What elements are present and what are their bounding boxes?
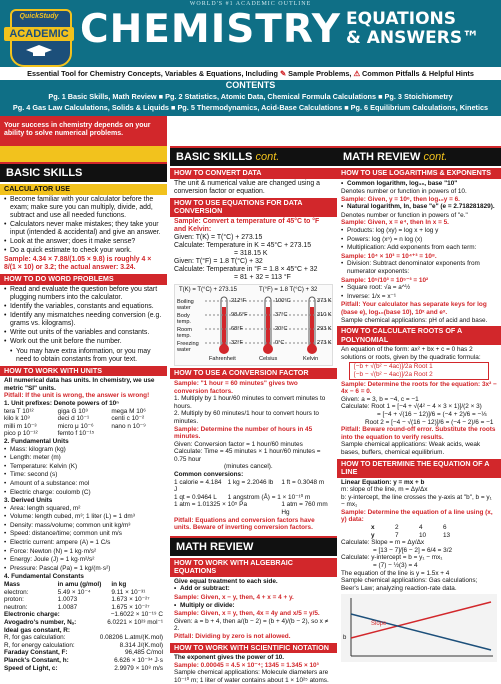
constant-value: 6.626 × 10⁻³⁴ J·s [114, 656, 163, 664]
thermometer-tubes [205, 297, 333, 355]
prefix-cell: nano n 10⁻⁹ [111, 422, 146, 430]
table-row [4, 589, 163, 597]
section-title-math-review-cont [337, 146, 501, 166]
thermo-axis-label: Fahrenheit [209, 356, 236, 363]
table-cell: electron: [4, 588, 29, 596]
sample-text: Sample: Given, x = y, then, 4x = 4y and x/5 = y/5. [174, 610, 320, 618]
thermo-equation-2: T(°F) = 1.8 T(°C) + 32 [259, 287, 318, 294]
list-item: • Multiply or divide: [174, 602, 333, 610]
page-subtitle [346, 10, 496, 48]
constant-label: R, for energy calculation: [4, 641, 75, 649]
units-text [0, 377, 167, 672]
scientific-notation-text [170, 654, 337, 684]
text-line: (minutes cancel). [224, 463, 273, 471]
list-item: • Look at the answer; does it make sense? [4, 238, 163, 246]
section-title-basic-skills-cont [170, 146, 337, 166]
list-item: • Division: Subtract denominator exponents from numerator exponents: [341, 260, 497, 275]
sample-text: Sample: 0.00045 = 4.5 × 10⁻⁴; 1345 = 1.345 × 10³ [174, 661, 319, 669]
sample-text: Sample: Given, x − y, then, 4 + x = 4 + y. [174, 594, 294, 601]
table-cell: 1.675 × 10⁻²⁷ [111, 603, 150, 611]
convert-data-text: The unit & numerical value are changed using a conversion factor or equation. [174, 179, 320, 195]
tagline [0, 67, 501, 80]
subsection-equation-of-line: HOW TO DETERMINE THE EQUATION OF A LINE [337, 459, 501, 478]
list-item: • Density: mass/volume; common unit kg/m³ [4, 522, 163, 530]
list-item: • Read and evaluate the question before you start plugging numbers into the calculator. [4, 286, 163, 302]
section-title-text: MATH REVIEW [343, 151, 421, 163]
conversion-cell: 1 angstrom (Å) = 1 × 10⁻¹⁰ m [227, 493, 311, 501]
polynomial-text [337, 346, 501, 456]
table-cell: 1.0087 [57, 603, 78, 611]
text-line: Calculate: Time = 45 minutes × 1 hour/60 minutes = 0.75 hour [174, 448, 321, 463]
thermometer-diagram [174, 284, 333, 366]
prefix-cell: tera T 10¹² [4, 407, 34, 415]
thermo-value: 20°C [275, 326, 288, 333]
pitfall-text: Pitfall: Beware round-off error. Substitute the roots into the equation to verify results. [341, 426, 496, 441]
constants-heading: 4. Fundamental Constants [4, 573, 84, 581]
column-1 [0, 116, 167, 672]
derived-units-heading: 3. Derived Units [4, 497, 53, 505]
fund-units-heading: 2. Fundamental Units [4, 437, 69, 445]
list-item: • Electric current: ampere (A) = 1 C/s [4, 539, 163, 547]
list-item: • Identify the variables, constants and equations. [4, 303, 163, 311]
conversion-cell: 1 kg = 2.2046 lb [227, 478, 274, 486]
text-line: Given: a = b + 4, then a/(b − 2) = (b + 4)/(b − 2), so x ≠ 2. [174, 617, 329, 633]
thermo-value: 68°F [231, 326, 243, 333]
table-cell: 5.49 × 10⁻⁴ [57, 588, 91, 596]
constant-value: 8.314 J/(K.mol) [119, 641, 163, 649]
common-conversions-heading: Common conversions: [174, 471, 244, 479]
text-line: = 81 + 32 = 113 °F [234, 274, 291, 282]
prefix-cell: micro μ 10⁻⁶ [57, 422, 94, 430]
text-line: Given: T(K) = T(°C) + 273.15 [174, 233, 263, 241]
sci-heading: The exponent gives the power of 10. [174, 654, 285, 662]
list-item: • Natural logarithm, ln, base "e" (e = 2.718281829). [341, 203, 497, 211]
prefix-cell: giga G 10⁹ [57, 407, 89, 415]
text-line: Calculate: Temperature in °F = 1.8 × 45°C + 32 [174, 266, 318, 274]
subsection-calculator-use: CALCULATOR USE [0, 184, 167, 195]
text-line: b: y-intercept, the line crosses the y-axis at "b", b = y₁ − mx₁ [341, 493, 492, 509]
subsection-word-problems: HOW TO DO WORD PROBLEMS [0, 274, 167, 285]
table-cell: y [371, 531, 375, 539]
text-line: = [−4 + √(16 − 12)]/6 = (−4 + 2)/6 = −⅓ [377, 410, 487, 418]
section-title-text: BASIC SKILLS [176, 151, 253, 163]
text-line: Sample chemical applications: Gas calculations; Beer's Law; analyzing reaction-rate data. [341, 577, 478, 592]
thermo-value: 98.6°F [231, 312, 248, 319]
tagline-part-1: Essential Tool for Chemistry Concepts, Variables & Equations, Including [27, 69, 278, 78]
sample-text: Sample: Convert a temperature of 45°C to °F and Kelvin: [174, 217, 320, 233]
equations-conversion-text [170, 218, 337, 283]
list-item: • Volume: length cubed, m³; 1 liter (L) = 1 dm³ [4, 513, 163, 521]
algebraic-heading: Give equal treatment to each side. [174, 577, 278, 585]
prefix-cell: mega M 10⁶ [111, 407, 146, 415]
prefix-cell: kilo k 10³ [4, 415, 30, 423]
thermo-label-boiling: Boiling water [177, 299, 194, 312]
text-line: An equation of the form: ax² + bx + c = 0 has 2 solutions or roots, given by the quadratic formula: [341, 346, 481, 361]
subsection-algebraic: HOW TO WORK WITH ALGEBRAIC EQUATIONS [170, 558, 337, 577]
text-line: Given: Conversion factor = 1 hour/60 minutes [174, 440, 303, 448]
table-cell: 1.0073 [57, 596, 78, 604]
thermo-value: 100°C [275, 298, 291, 305]
list-item: • Energy: Joule (J) = 1 kg·m²/s² [4, 556, 163, 564]
constant-value: 0.08206 L.atm/(K.mol) [99, 634, 163, 642]
table-cell: 7 [395, 531, 399, 539]
equation-of-line-text [337, 479, 501, 593]
constant-row [4, 642, 163, 650]
warning-icon: ⚠ [353, 69, 360, 78]
tagline-part-3: Common Pitfalls & Helpful Hints [362, 69, 474, 78]
word-problems-text [0, 286, 167, 364]
graduation-cap-icon [26, 45, 52, 57]
list-item: • Time: second (s) [4, 471, 163, 479]
thermo-label-room: Room temp. [177, 327, 192, 340]
list-item: • Square root: √a = a^½ [341, 284, 497, 292]
sample-text: Sample: Given, x = e⁴, then ln x = 5. [341, 219, 449, 227]
pitfall-text: Pitfall: Equations and conversion factors have units. Beware of inverting conversion factors. [174, 516, 315, 532]
prefix-heading: 1. Unit prefixes: Denote powers of 10ⁿ [4, 399, 119, 407]
constants-header-row [4, 581, 163, 589]
table-cell: 1.673 × 10⁻²⁷ [111, 596, 150, 604]
quadratic-formula-box [349, 362, 489, 379]
graph-intercept-label: b [343, 635, 347, 642]
list-item: • Calculators never make mistakes; they take your input (intended & accidental) and give an answer. [4, 221, 163, 237]
logo-academic-text: ACADEMIC [4, 27, 74, 41]
list-item: • Speed: distance/time; common unit m/s [4, 530, 163, 538]
text-line: = (7) − ½(3) = 4 [373, 562, 418, 570]
logarithms-text [337, 180, 501, 325]
sample-text: Sample: Given, y = 10⁶, then log₁₀y = 6. [341, 195, 460, 203]
column-2 [170, 116, 337, 684]
constant-row [4, 619, 163, 627]
constant-row [4, 634, 163, 642]
prefix-cell: milli m 10⁻³ [4, 422, 37, 430]
thermo-value: 293 K [317, 326, 332, 333]
text-line: = 318.15 K [234, 250, 268, 258]
constant-label: R, for gas calculation: [4, 634, 66, 642]
list-item: • Add or subtract: [174, 585, 333, 593]
list-item: • Electric charge: coulomb (C) [4, 489, 163, 497]
conversion-cell: 1 calorie = 4.184 J [174, 478, 222, 494]
list-item: • Inverse: 1/x = x⁻¹ [341, 293, 497, 301]
list-item: • Powers: log (xⁿ) = n log (x) [341, 236, 497, 244]
subsection-convert-data: HOW TO CONVERT DATA [170, 168, 337, 179]
constant-label: Ideal gas constant, R: [4, 626, 71, 634]
pitfall-text: Pitfall: If the unit is wrong, the answer is wrong! [4, 392, 150, 400]
thermo-value: 32°F [231, 340, 243, 347]
list-item: • Area: length squared, m² [4, 505, 163, 513]
algebraic-text [170, 578, 337, 641]
table-cell: 6 [443, 524, 447, 532]
units-heading: All numerical data has units. In chemistry, we use metric "SI" units. [4, 377, 155, 392]
sample-text: Sample: Determine the equation of a line using (x, y) data: [341, 508, 493, 524]
list-item: • Multiplication: Add exponents from each term: [341, 244, 497, 252]
section-title-math-review: MATH REVIEW [170, 536, 337, 556]
text-line: Linear Equation: y = mx + b [341, 478, 425, 486]
list-item: • Temperature: Kelvin (K) [4, 463, 163, 471]
line-graph [341, 594, 497, 662]
constant-label: Electronic charge: [4, 611, 60, 619]
list-item: • Write out units of the variables and constants. [4, 329, 163, 337]
table-row [4, 604, 163, 612]
quickstudy-logo [4, 3, 74, 69]
sample-text: Sample: 10⁵/10³ = 10⁵⁻³ = 10² [341, 276, 429, 284]
thermo-value: 310 K [317, 312, 332, 319]
list-item: • Mass: kilogram (kg) [4, 446, 163, 454]
constant-value: −1.6022 × 10⁻¹⁹ C [110, 611, 163, 619]
thermo-equation-1: T(K) = T(°C) + 273.15 [179, 287, 237, 294]
text-line: Calculate: Root 1 = [−4 + √(4² − 4 × 3 × 1)]/(2 × 3) [341, 403, 482, 411]
table-cell: neutron: [4, 603, 28, 611]
text-line: 1. Multiply by 1 hour/60 minutes to convert minutes to hours. [174, 395, 326, 410]
conversion-factor-text [170, 380, 337, 532]
table-cell: x [371, 524, 375, 532]
text-line: m: slope of the line, m = Δy/Δx [341, 486, 428, 494]
thermo-label-body: Body temp. [177, 313, 191, 326]
line-graph-diagram [341, 594, 497, 662]
calculator-use-text [0, 196, 167, 273]
thermo-value: 0°C [275, 340, 285, 347]
yellow-band [0, 146, 167, 162]
text-line: Calculate: Temperature in K = 45°C + 273.15 [174, 241, 312, 249]
constant-label: Planck's Constant, h: [4, 656, 69, 664]
subtitle-line-2: & ANSWERS™ [346, 28, 480, 48]
thermo-value: 37°C [275, 312, 288, 319]
sample-text: Sample: 4.34 × 7.88/(1.05 × 9.8) is roughly 4 × 8/(1 × 10) or 3.2; the actual answer: 3.24. [4, 256, 152, 272]
contents-title: CONTENTS [225, 80, 276, 90]
xy-table [371, 524, 497, 539]
constant-value: 2.9979 × 10⁸ m/s [114, 664, 163, 672]
list-item: • Common logarithm, log₁₀, base "10" [341, 180, 497, 188]
subsection-conversion-factor: HOW TO USE A CONVERSION FACTOR [170, 368, 337, 379]
table-header-cell: in amu (g/mol) [57, 581, 102, 589]
text-line: Given: T(°F) = 1.8 T(°C) + 32 [174, 258, 263, 266]
table-header-cell: Mass [4, 581, 20, 589]
text-line: Sample chemical applications: Molecule diameters are 10⁻¹⁰ m; 1 liter of water contains about 1 × 10²⁵ atoms. [174, 669, 329, 684]
common-conversions-grid [174, 479, 333, 517]
list-item: • Pressure: Pascal (Pa) = 1 kg/(m·s²) [4, 565, 163, 573]
table-cell: 13 [443, 531, 451, 539]
sample-text: Sample: "1 hour = 60 minutes" gives two conversion factors. [174, 379, 298, 395]
prefix-cell: femto f 10⁻¹⁵ [57, 430, 95, 438]
text-line: Sample chemical applications: Weak acids, weak bases, buffers, chemical equilibrium. [341, 441, 481, 456]
table-cell: 4 [419, 524, 423, 532]
thermo-value: 212°F [231, 298, 246, 305]
text-line: Calculate: Slope = m = Δy/Δx [341, 539, 425, 547]
text-line: 2. Multiply by 60 minutes/1 hour to convert hours to minutes. [174, 410, 319, 425]
list-item: • Become familiar with your calculator before the exam; make sure you can multiply, divide, add, subtract and use all needed functions. [4, 196, 163, 220]
list-item: • You may have extra information, or you may need to obtain constants from your text. [10, 348, 163, 364]
text-line: The equation of the line is y = 1.5x + 4 [341, 569, 450, 577]
subsection-polynomial-roots: HOW TO CALCULATE ROOTS OF A POLYNOMIAL [337, 326, 501, 345]
prefix-cell: centi c 10⁻² [111, 415, 145, 423]
constant-value: 96,485 C/mol [124, 649, 163, 657]
list-item: • Work out the unit before the number. [4, 338, 163, 346]
list-item: • Identify any mismatches needing conversion (e.g. grams vs. kilograms). [4, 312, 163, 328]
pitfall-text: Pitfall: Your calculator has separate keys for log (base e), log₁₀(base 10), 10ˣ and eˣ. [341, 301, 487, 316]
subtitle-line-1: EQUATIONS [346, 9, 457, 29]
root-2-formula: [−b − √(b² − 4ac)]/2a Root 2 [354, 370, 433, 378]
subsection-units: HOW TO WORK WITH UNITS [0, 366, 167, 377]
constant-label: Speed of Light, c: [4, 664, 58, 672]
text-line: Calculate: y-intercept = b = y₁ − mx₁ [341, 554, 443, 562]
contents-box [0, 80, 501, 116]
conversion-cell: 1 atm = 760 mm Hg [281, 501, 328, 517]
conversion-cell: 1 atm = 1.01325 × 10⁵ Pa [174, 501, 247, 509]
table-cell: 9.11 × 10⁻³¹ [111, 588, 146, 596]
table-row [4, 596, 163, 604]
thermo-label-freezing: Freezing water [177, 341, 199, 354]
list-item: • Products: log (xy) = log x + log y [341, 227, 497, 235]
table-cell: 2 [395, 524, 399, 532]
list-item: • Do a quick estimate to check your work. [4, 247, 163, 255]
contents-line-2: Pg. 4 Gas Law Calculations, Solids & Liquids ■ Pg. 5 Thermodynamics, Acid-Base Calculations ■ Pg. 6 Equilibrium Calculations, Kinetics [12, 103, 489, 112]
sample-text: Sample: Determine the number of hours in 45 minutes. [174, 425, 313, 441]
root-1-formula: [−b + √(b² − 4ac)]/2a Root 1 [354, 363, 433, 371]
constant-label: Faraday Constant, F: [4, 649, 68, 657]
text-line: = [13 − 7]/[6 − 2] = 6/4 = 3/2 [373, 546, 453, 554]
thermo-value: 373 K [317, 298, 332, 305]
prefix-cell: pico p 10⁻¹² [4, 430, 38, 438]
text-line: Denotes number or function in powers of "e." [341, 211, 468, 219]
logo-top-text: QuickStudy [19, 13, 59, 20]
table-cell: 10 [419, 531, 427, 539]
constant-row [4, 611, 163, 619]
prefix-cell: deci d 10⁻¹ [57, 415, 90, 423]
list-item: • Force: Newton (N) = 1 kg·m/s² [4, 548, 163, 556]
tagline-part-2: Sample Problems, [288, 69, 352, 78]
thermo-axis-label: Kelvin [303, 356, 319, 363]
top-banner-text: WORLD'S #1 ACADEMIC OUTLINE [189, 1, 312, 7]
page-title: CHEMISTRY [80, 7, 342, 52]
table-header-cell: in kg [111, 581, 127, 589]
subsection-logarithms: HOW TO USE LOGARITHMS & EXPONENTS [337, 168, 501, 179]
list-item: • Length: meter (m) [4, 454, 163, 462]
intro-box: Your success in chemistry depends on your ability to solve numerical problems. [0, 116, 167, 146]
sample-text: Sample: Determine the roots for the equation: 3x² − 4x − 6 = 0. [341, 380, 497, 396]
header [0, 0, 501, 67]
conversion-cell: 1 ft = 0.3048 m [281, 478, 325, 486]
subsection-equations-conversion: HOW TO USE EQUATIONS FOR DATA CONVERSION [170, 198, 337, 217]
thermo-axis-label: Celsius [259, 356, 278, 363]
table-cell: proton: [4, 596, 24, 604]
constant-label: Avogadro's number, Nₐ: [4, 619, 77, 626]
text-line: Root 2 = [−4 − √(16 − 12)]/6 = (−4 − 2)/6 = −1 [365, 418, 494, 426]
text-line: Given: a = 3, b = −4, c = −1 [341, 395, 419, 403]
section-title-basic-skills: BASIC SKILLS [0, 162, 167, 182]
constant-value: 6.0221 × 10²³ mol⁻¹ [107, 619, 163, 626]
pitfall-text: Pitfall: Dividing by zero is not allowed. [174, 632, 291, 640]
constant-row [4, 657, 163, 665]
prefix-grid [4, 408, 163, 438]
conversion-cell: 1 qt = 0.9464 L [174, 493, 217, 501]
constant-row [4, 627, 163, 635]
contents-line-1: Pg. 1 Basic Skills, Math Review ■ Pg. 2 Statistics, Atomic Data, Chemical Formula Calculations ■ Pg. 3 Stoichiometry [48, 92, 453, 101]
sample-text: Sample: 10⁴ × 10³ = 10⁴⁺³ = 10⁸. [341, 252, 437, 260]
section-title-cont: cont. [255, 151, 280, 163]
text-line: Denotes number or function in powers of 10. [341, 188, 467, 196]
graph-slope-label: Slope [371, 621, 387, 628]
list-item: • Amount of a substance: mol [4, 480, 163, 488]
thermo-value: 273 K [317, 340, 332, 347]
sample-icon: ✎ [279, 69, 287, 78]
constant-row [4, 649, 163, 657]
column-3 [337, 116, 501, 648]
text-line: Sample chemical applications: pH of acid and base. [341, 316, 488, 324]
subsection-scientific-notation: HOW TO WORK WITH SCIENTIFIC NOTATION [170, 643, 337, 654]
section-title-cont: cont. [423, 151, 448, 163]
constant-row [4, 665, 163, 673]
